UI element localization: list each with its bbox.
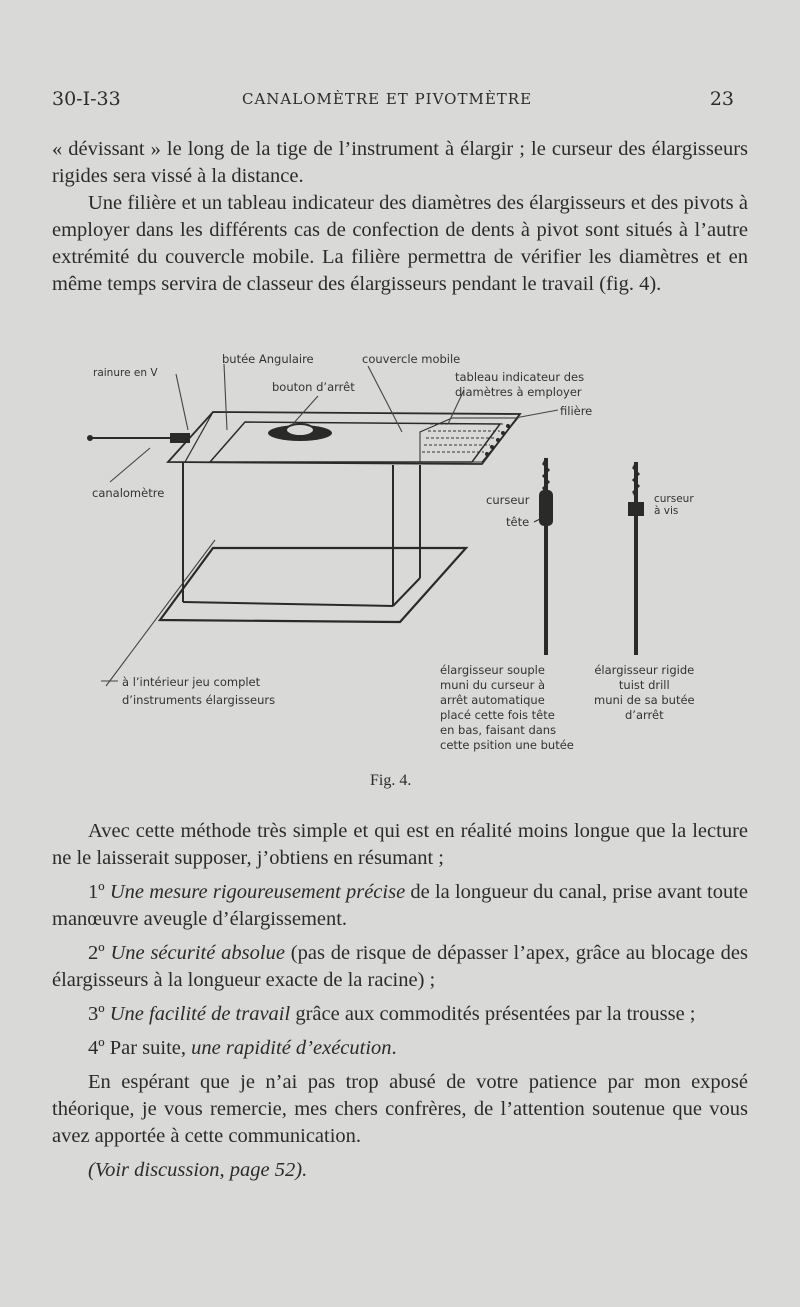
label-curseur-vis: curseur à vis: [654, 493, 694, 517]
indicator-table: [420, 418, 518, 462]
label-couvercle: couvercle mobile: [362, 352, 461, 366]
label-filiere: filière: [560, 404, 593, 418]
header-title: CANALOMÈTRE ET PIVOTMÈTRE: [242, 90, 533, 108]
body-text: [52, 818, 748, 1184]
discussion-reference: [52, 1157, 748, 1184]
rigid-reamer-cursor: [628, 502, 644, 516]
item-emphasis: une rapidité d’exécution: [191, 1037, 392, 1059]
item-emphasis: Une sécurité absolue: [110, 942, 285, 964]
item-number: 2º: [88, 942, 105, 964]
flexible-reamer-cursor: [539, 490, 553, 526]
page-number: 23: [709, 88, 734, 110]
item-prefix: Par suite,: [109, 1037, 192, 1059]
list-item-2: [52, 940, 748, 994]
box-back-bottom-edge: [393, 578, 420, 606]
intro-paragraph: Avec cette méthode très simple et qui est en réalité moins longue que la lecture ne le laisserait supposer, j’obtiens en résumant ;: [52, 820, 748, 869]
box-bottom-edge: [183, 602, 393, 606]
paragraph-continued: « dévissant » le long de la tige de l’instrument à élargir ; le curseur des élargisseurs rigides sera vissé à la distance.: [52, 138, 748, 187]
item-emphasis: Une mesure rigoureusement précise: [109, 881, 406, 903]
item-number: 1º: [88, 881, 105, 903]
label-bouton: bouton d’arrêt: [272, 380, 355, 394]
item-text: grâce aux commodités présentées par la trousse ;: [290, 1003, 696, 1025]
figure-4: [0, 340, 800, 780]
label-butee: butée Angulaire: [222, 352, 314, 366]
header-date: 30-I-33: [52, 88, 121, 110]
reference-text: (Voir discussion, page 52).: [88, 1159, 308, 1181]
label-curseur: curseur: [486, 493, 530, 507]
item-emphasis: Une facilité de travail: [109, 1003, 291, 1025]
list-item-1: [52, 879, 748, 933]
item-text: .: [391, 1037, 397, 1059]
canalometer-handle: [170, 433, 190, 443]
list-item-4: [52, 1035, 748, 1062]
item-text: (pas de risque de dépasser l’apex, grâce au blocage des élargisseurs à la longueur exacte de la racine) ;: [52, 942, 748, 991]
item-number: 3º: [88, 1003, 105, 1025]
label-interieur: à l’intérieur jeu complet d’instruments élargisseurs: [122, 675, 276, 707]
figure-caption: Fig. 4.: [370, 772, 412, 789]
label-tableau: tableau indicateur des diamètres à employer: [455, 370, 585, 399]
label-rigide: élargisseur rigide tuist drill muni de sa butée d’arrêt: [594, 663, 695, 722]
closing-paragraph: En espérant que je n’ai pas trop abusé de votre patience par mon exposé théorique, je vous remercie, mes chers confrères, de l’attention soutenue que vous avez apportée à cette communication.: [52, 1071, 748, 1147]
label-canalometre: canalomètre: [92, 486, 165, 500]
top-text: [52, 136, 748, 298]
running-header: [52, 88, 734, 118]
cover-mobile: [210, 422, 500, 462]
label-tete: tête: [506, 515, 530, 529]
item-text: de la longueur du canal, prise avant toute manœuvre aveugle d’élargissement.: [52, 881, 748, 930]
item-number: 4º: [88, 1037, 105, 1059]
label-rainure: rainure en V: [93, 367, 158, 379]
paragraph-filiere: Une filière et un tableau indicateur des diamètres des élargisseurs et des pivots à employer dans les différents cas de confection de dents à pivot sont situés à l’autre extrémité du couvercle mobile. La filière permettra de vérifier les diamètres et en même temps servira de classeur des élargisseurs pendant le travail (fig. 4).: [52, 192, 748, 295]
list-item-3: [52, 1001, 748, 1028]
label-souple: élargisseur souple muni du curseur à arrêt automatique placé cette fois tête en bas, faisant dans cette psition une butée: [440, 663, 574, 752]
